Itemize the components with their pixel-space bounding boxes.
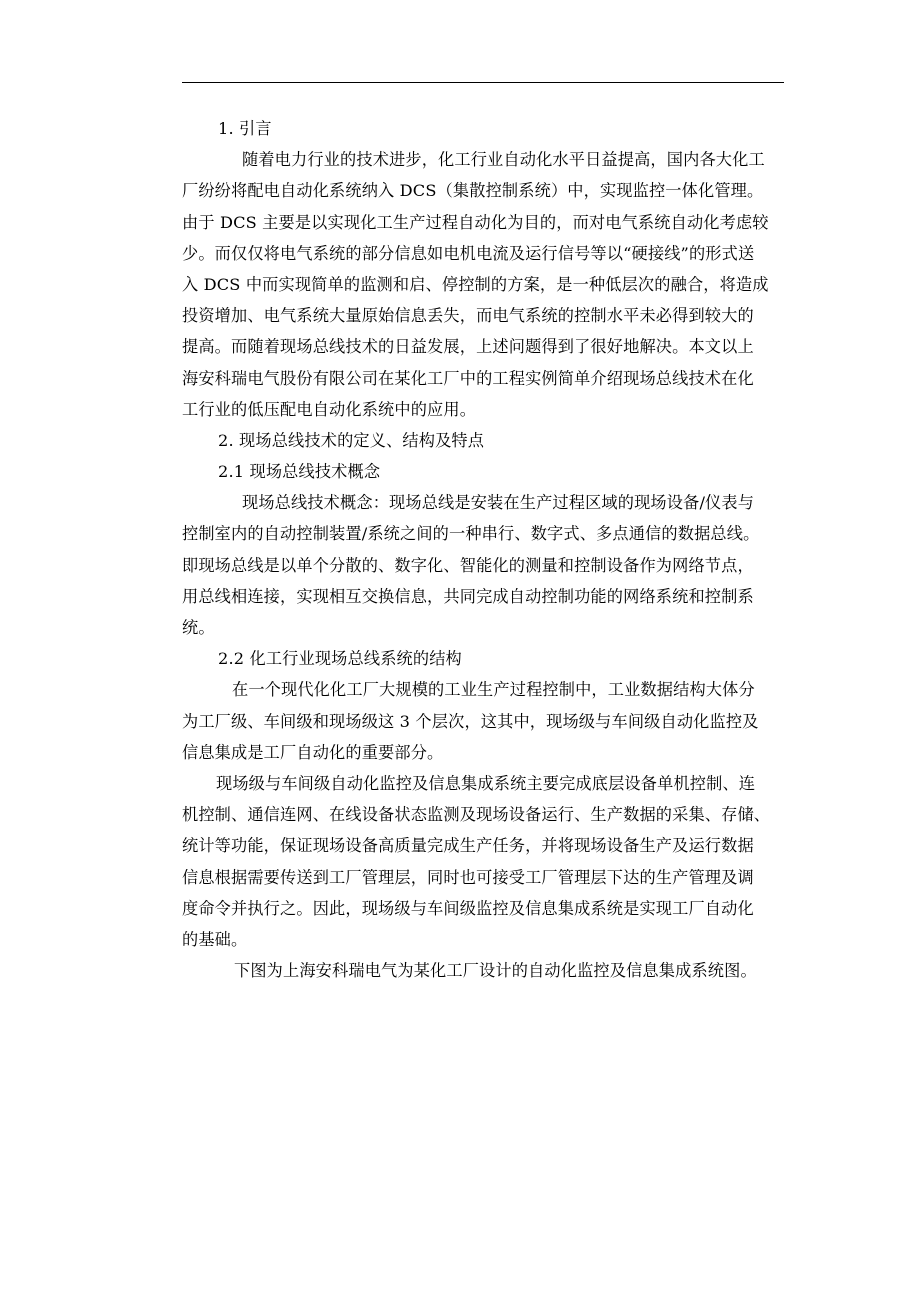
- text-line: 厂纷纷将配电自动化系统纳入 DCS（集散控制系统）中，实现监控一体化管理。: [182, 181, 764, 201]
- text-line: 信息根据需要传送到工厂管理层，同时也可接受工厂管理层下达的生产管理及调: [182, 867, 754, 887]
- text-line: 现场总线技术概念：现场总线是安装在生产过程区域的现场设备/仪表与: [242, 493, 755, 513]
- text-line: 的基础。: [182, 929, 248, 949]
- text-line: 现场级与车间级自动化监控及信息集成系统主要完成底层设备单机控制、连: [216, 773, 756, 793]
- text-line: 控制室内的自动控制装置/系统之间的一种串行、数字式、多点通信的数据总线。: [182, 524, 760, 544]
- header-rule: [182, 82, 784, 83]
- text-line: 2. 现场总线技术的定义、结构及特点: [218, 430, 485, 450]
- text-line: 机控制、通信连网、在线设备状态监测及现场设备运行、生产数据的采集、存储、: [182, 805, 771, 825]
- text-line: 随着电力行业的技术进步，化工行业自动化水平日益提高，国内各大化工: [242, 150, 765, 170]
- text-line: 入 DCS 中而实现简单的监测和启、停控制的方案，是一种低层次的融合，将造成: [182, 274, 769, 294]
- text-line: 少。而仅仅将电气系统的部分信息如电机电流及运行信号等以“硬接线”的形式送: [182, 243, 755, 263]
- text-line: 海安科瑞电气股份有限公司在某化工厂中的工程实例简单介绍现场总线技术在化: [182, 368, 754, 388]
- text-line: 由于 DCS 主要是以实现化工生产过程自动化为目的，而对电气系统自动化考虑较: [182, 212, 769, 232]
- text-line: 2.2 化工行业现场总线系统的结构: [218, 649, 462, 669]
- text-line: 度命令并执行之。因此，现场级与车间级监控及信息集成系统是实现工厂自动化: [182, 898, 754, 918]
- text-line: 在一个现代化化工厂大规模的工业生产过程控制中，工业数据结构大体分: [232, 680, 755, 700]
- text-line: 统。: [182, 618, 215, 637]
- text-line: 2.1 现场总线技术概念: [218, 462, 381, 482]
- text-line: 工行业的低压配电自动化系统中的应用。: [182, 399, 477, 419]
- text-line: 为工厂级、车间级和现场级这 3 个层次，这其中，现场级与车间级自动化监控及: [182, 711, 759, 731]
- text-line: 投资增加、电气系统大量原始信息丢失，而电气系统的控制水平未必得到较大的: [182, 306, 754, 326]
- text-line: 提高。而随着现场总线技术的日益发展，上述问题得到了很好地解决。本文以上: [182, 337, 754, 357]
- document-body: [182, 113, 794, 986]
- text-line: 统计等功能，保证现场设备高质量完成生产任务，并将现场设备生产及运行数据: [182, 836, 754, 856]
- text-line: 下图为上海安科瑞电气为某化工厂设计的自动化监控及信息集成系统图。: [234, 961, 757, 981]
- text-line: 1. 引言: [218, 119, 272, 138]
- text-line: 即现场总线是以单个分散的、数字化、智能化的测量和控制设备作为网络节点，: [182, 555, 754, 575]
- text-line: 用总线相连接，实现相互交换信息，共同完成自动控制功能的网络系统和控制系: [182, 586, 754, 606]
- text-line: 信息集成是工厂自动化的重要部分。: [182, 742, 444, 762]
